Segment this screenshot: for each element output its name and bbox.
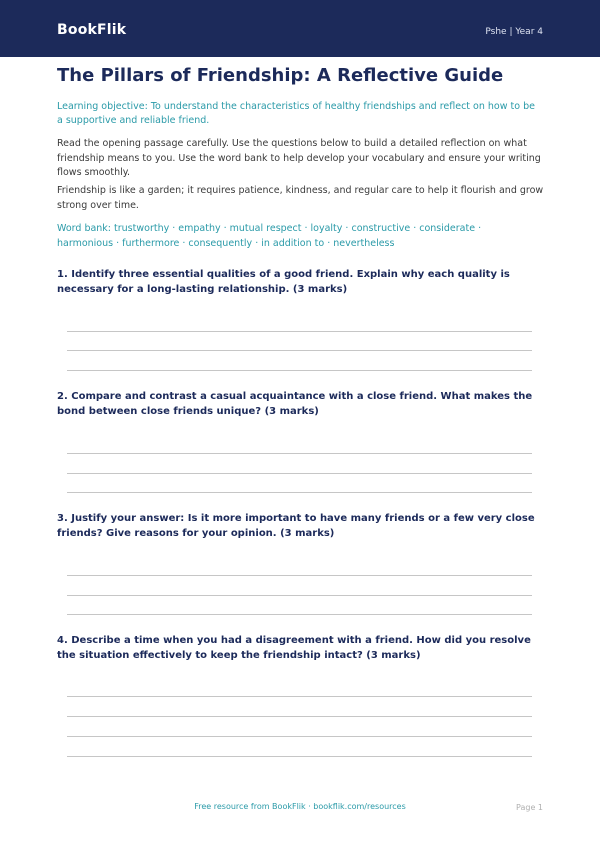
footer-credit: Free resource from BookFlik · bookflik.com/resources: [194, 802, 406, 811]
answer-line[interactable]: [67, 756, 532, 757]
answer-line[interactable]: [67, 595, 532, 596]
answer-line[interactable]: [67, 331, 532, 332]
question-3: 3. Justify your answer: Is it more important to have many friends or a few very close friends? Give reasons for your opinion. (3 marks): [57, 513, 535, 539]
answer-line[interactable]: [67, 453, 532, 454]
answer-line[interactable]: [67, 716, 532, 717]
learning-objective: Learning objective: To understand the characteristics of healthy friendships and reflect on how to be a supportive and reliable friend.: [57, 101, 535, 126]
answer-line[interactable]: [67, 370, 532, 371]
question-4: 4. Describe a time when you had a disagreement with a friend. How did you resolve the situation effectively to keep the friendship intact? (3 marks): [57, 635, 531, 661]
instructions-paragraph: Read the opening passage carefully. Use the questions below to build a detailed reflection on what friendship means to you. Use the word bank to help develop your vocabulary and ensure your writing flows smoothly.: [57, 138, 541, 178]
answer-line[interactable]: [67, 350, 532, 351]
page-number: Page 1: [516, 803, 543, 812]
answer-line[interactable]: [67, 473, 532, 474]
header-bar: [0, 0, 600, 57]
answer-line[interactable]: [67, 575, 532, 576]
subject-year-label: Pshe | Year 4: [485, 27, 543, 37]
answer-line[interactable]: [67, 492, 532, 493]
answer-line[interactable]: [67, 614, 532, 615]
answer-line[interactable]: [67, 696, 532, 697]
page-title: The Pillars of Friendship: A Reflective Guide: [57, 65, 504, 86]
question-2: 2. Compare and contrast a casual acquaintance with a close friend. What makes the bond between close friends unique? (3 marks): [57, 391, 533, 417]
word-bank: Word bank: trustworthy · empathy · mutual respect · loyalty · constructive · considerate · harmonious · furthermore · consequently · in addition to · nevertheless: [57, 223, 482, 249]
question-1: 1. Identify three essential qualities of a good friend. Explain why each quality is necessary for a long-lasting relationship. (3 marks): [57, 269, 510, 295]
answer-line[interactable]: [67, 736, 532, 737]
passage-paragraph: Friendship is like a garden; it requires patience, kindness, and regular care to help it flourish and grow strong over time.: [57, 185, 544, 211]
brand-logo: BookFlik: [57, 22, 127, 38]
